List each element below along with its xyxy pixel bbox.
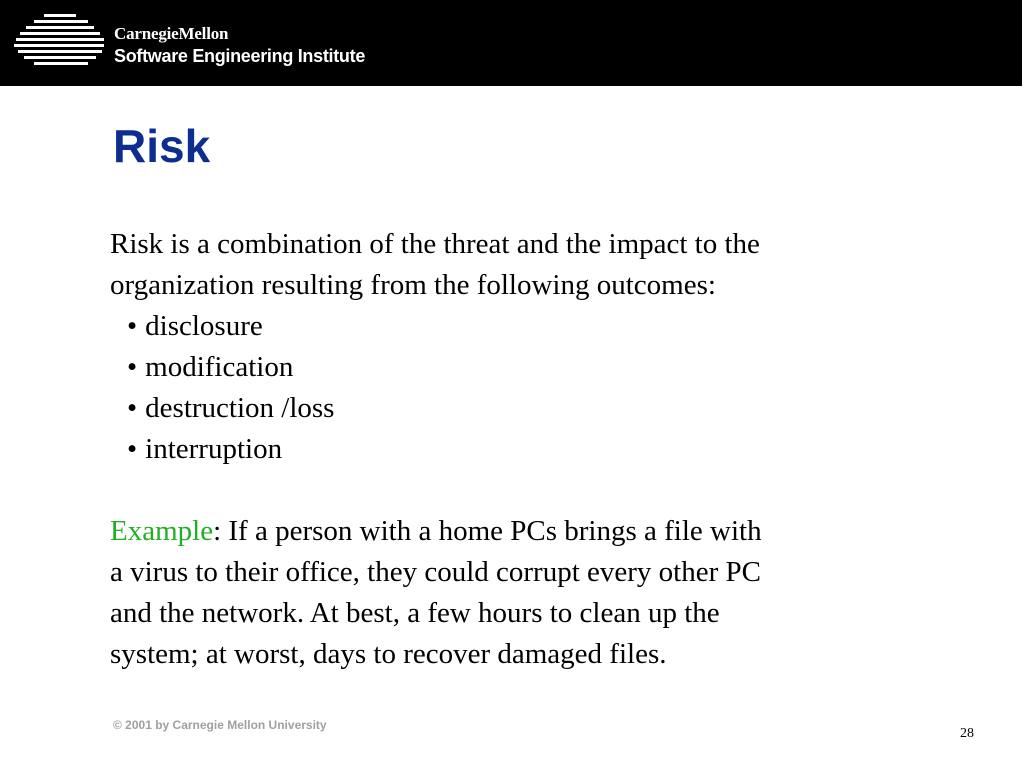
organization-name: CarnegieMellon (114, 24, 229, 43)
list-item: • disclosure (127, 306, 900, 347)
list-item: • destruction /loss (127, 388, 900, 429)
sei-logo-icon (14, 12, 106, 70)
example-text: system; at worst, days to recover damaged files. (110, 638, 667, 670)
intro-line: organization resulting from the following outcomes: (110, 269, 716, 301)
example-paragraph (110, 511, 900, 552)
slide-body (110, 224, 900, 675)
header-bar (0, 0, 1022, 86)
logo-wordmark (114, 24, 365, 67)
example-label: Example (110, 515, 214, 547)
list-item: • modification (127, 347, 900, 388)
page-number: 28 (960, 726, 974, 741)
paragraph-spacer (110, 470, 900, 511)
example-text: a virus to their office, they could corrupt every other PC (110, 556, 761, 588)
institute-name: Software Engineering Institute (114, 46, 366, 66)
outcomes-list (110, 306, 900, 470)
list-item: • interruption (127, 429, 900, 470)
slide-title: Risk (113, 120, 211, 172)
example-text: and the network. At best, a few hours to clean up the (110, 597, 720, 629)
copyright-notice: © 2001 by Carnegie Mellon University (113, 718, 327, 732)
example-text: : If a person with a home PCs brings a file with (213, 515, 762, 547)
intro-line: Risk is a combination of the threat and the impact to the (110, 228, 760, 260)
